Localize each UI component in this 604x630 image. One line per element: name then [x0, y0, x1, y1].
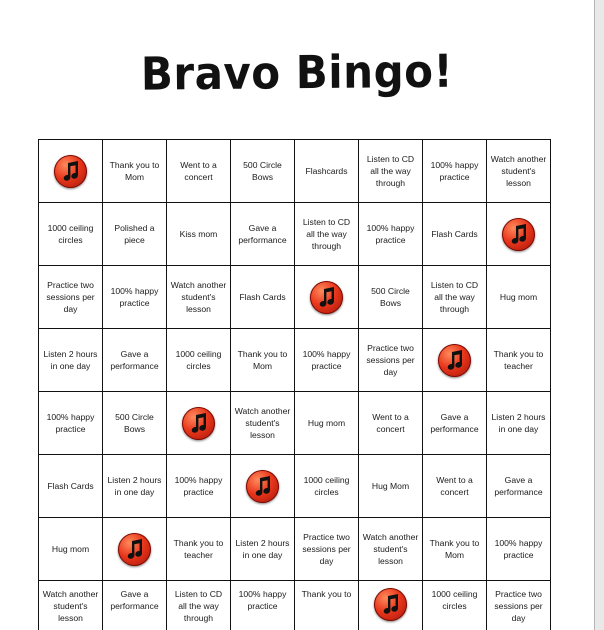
bingo-free-cell: [231, 455, 295, 518]
bingo-cell: 500 Circle Bows: [231, 140, 295, 203]
bingo-cell: Hug mom: [295, 392, 359, 455]
bingo-cell: Gave a performance: [103, 329, 167, 392]
bingo-cell: Polished a piece: [103, 203, 167, 266]
bingo-cell: Practice two sessions per day: [359, 329, 423, 392]
bingo-cell: Flash Cards: [423, 203, 487, 266]
bingo-free-cell: [295, 266, 359, 329]
bingo-free-cell: [167, 392, 231, 455]
bingo-cell: Kiss mom: [167, 203, 231, 266]
bingo-cell: Thank you to: [295, 581, 359, 630]
bingo-cell: Practice two sessions per day: [295, 518, 359, 581]
bingo-free-cell: [39, 140, 103, 203]
bingo-cell: Gave a performance: [487, 455, 551, 518]
bingo-cell: 100% happy practice: [167, 455, 231, 518]
bingo-cell: Watch another student's lesson: [39, 581, 103, 630]
bingo-free-cell: [359, 581, 423, 630]
music-note-icon: [310, 281, 343, 314]
bingo-cell: Thank you to Mom: [103, 140, 167, 203]
bingo-cell: Gave a performance: [103, 581, 167, 630]
music-note-icon: [54, 155, 87, 188]
bingo-cell: Watch another student's lesson: [167, 266, 231, 329]
bingo-free-cell: [103, 518, 167, 581]
bingo-cell: Thank you to Mom: [423, 518, 487, 581]
bingo-cell: 1000 ceiling circles: [167, 329, 231, 392]
bingo-board: [38, 139, 551, 630]
bingo-cell: 500 Circle Bows: [359, 266, 423, 329]
bingo-cell: Listen to CD all the way through: [167, 581, 231, 630]
bingo-cell: 1000 ceiling circles: [295, 455, 359, 518]
bingo-cell: 1000 ceiling circles: [423, 581, 487, 630]
bingo-cell: Flashcards: [295, 140, 359, 203]
bingo-free-cell: [487, 203, 551, 266]
bingo-row: [39, 518, 551, 581]
bingo-row: [39, 392, 551, 455]
bingo-cell: Went to a concert: [359, 392, 423, 455]
music-note-icon: [182, 407, 215, 440]
music-note-icon: [438, 344, 471, 377]
bingo-cell: Listen 2 hours in one day: [39, 329, 103, 392]
bingo-cell: Listen 2 hours in one day: [103, 455, 167, 518]
bingo-cell: 100% happy practice: [231, 581, 295, 630]
bingo-cell: Listen to CD all the way through: [359, 140, 423, 203]
bingo-cell: 1000 ceiling circles: [39, 203, 103, 266]
bingo-cell: Watch another student's lesson: [231, 392, 295, 455]
bingo-cell: Practice two sessions per day: [487, 581, 551, 630]
bingo-cell: 100% happy practice: [103, 266, 167, 329]
bingo-row: [39, 266, 551, 329]
bingo-free-cell: [423, 329, 487, 392]
music-note-icon: [502, 218, 535, 251]
bingo-row: [39, 329, 551, 392]
bingo-cell: Gave a performance: [231, 203, 295, 266]
bingo-cell: Hug Mom: [359, 455, 423, 518]
bingo-row: [39, 581, 551, 630]
bingo-cell: Listen to CD all the way through: [295, 203, 359, 266]
bingo-cell: Flash Cards: [39, 455, 103, 518]
bingo-row: [39, 203, 551, 266]
bingo-cell: Thank you to teacher: [487, 329, 551, 392]
bingo-cell: Listen to CD all the way through: [423, 266, 487, 329]
bingo-cell: Thank you to Mom: [231, 329, 295, 392]
bingo-cell: 100% happy practice: [359, 203, 423, 266]
bingo-row: [39, 455, 551, 518]
bingo-cell: Hug mom: [487, 266, 551, 329]
bingo-cell: Flash Cards: [231, 266, 295, 329]
bingo-cell: 100% happy practice: [295, 329, 359, 392]
bingo-cell: Thank you to teacher: [167, 518, 231, 581]
bingo-cell: 500 Circle Bows: [103, 392, 167, 455]
bingo-cell: Listen 2 hours in one day: [231, 518, 295, 581]
bingo-cell: 100% happy practice: [423, 140, 487, 203]
page-title: Bravo Bingo!: [140, 44, 454, 101]
bingo-cell: Watch another student's lesson: [487, 140, 551, 203]
bingo-cell: Listen 2 hours in one day: [487, 392, 551, 455]
bingo-cell: Gave a performance: [423, 392, 487, 455]
music-note-icon: [118, 533, 151, 566]
bingo-cell: Watch another student's lesson: [359, 518, 423, 581]
bingo-cell: 100% happy practice: [39, 392, 103, 455]
bingo-row: [39, 140, 551, 203]
bingo-cell: 100% happy practice: [487, 518, 551, 581]
music-note-icon: [374, 588, 407, 621]
bingo-cell: Went to a concert: [423, 455, 487, 518]
bingo-cell: Hug mom: [39, 518, 103, 581]
bingo-cell: Practice two sessions per day: [39, 266, 103, 329]
music-note-icon: [246, 470, 279, 503]
bingo-cell: Went to a concert: [167, 140, 231, 203]
